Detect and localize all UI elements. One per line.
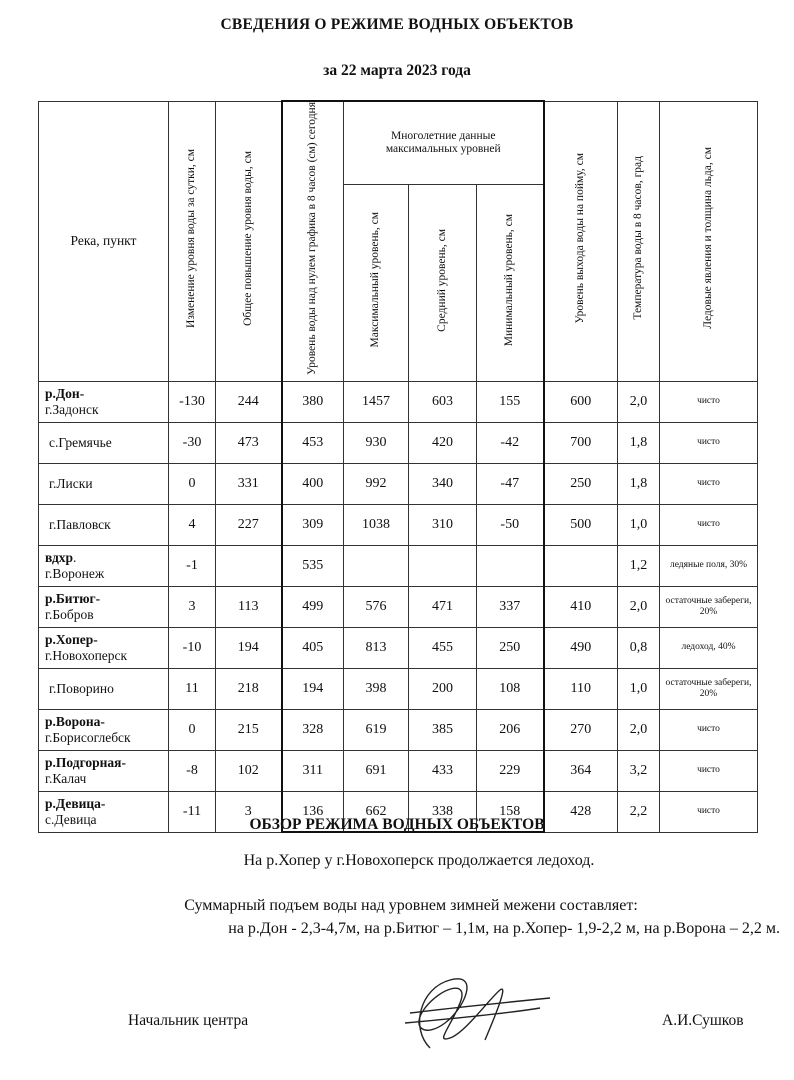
overview-paragraph-values: на р.Дон - 2,3-4,7м, на р.Битюг – 1,1м, на р.Хопер- 1,9-2,2 м, на р.Ворона – 2,2 м. — [228, 920, 780, 937]
temp-cell: 2,0 — [618, 709, 660, 750]
temp-cell: 3,2 — [618, 750, 660, 791]
ice-cell: ледяные поля, 30% — [660, 545, 758, 586]
temp-cell: 0,8 — [618, 627, 660, 668]
header-max: Максимальный уровень, см — [344, 184, 409, 381]
change-cell: -1 — [169, 545, 216, 586]
min-cell: 250 — [477, 627, 544, 668]
temp-cell: 1,8 — [618, 463, 660, 504]
point-name: с.Гремячье — [49, 435, 112, 451]
overview-paragraph-ice: На р.Хопер у г.Новохоперск продолжается ледоход. — [243, 852, 595, 869]
river-name: р.Ворона- — [45, 714, 105, 730]
signatory-position: Начальник центра — [128, 1012, 249, 1029]
ice-cell: чисто — [660, 791, 758, 832]
table-row — [39, 381, 758, 422]
change-cell: 0 — [169, 709, 216, 750]
change-cell: 11 — [169, 668, 216, 709]
header-min: Минимальный уровень, см — [477, 184, 544, 381]
table-row — [39, 422, 758, 463]
flood-cell — [544, 545, 618, 586]
point-name: г.Борисоглебск — [45, 729, 131, 745]
river-point-cell — [39, 668, 169, 709]
avg-cell: 455 — [409, 627, 477, 668]
change-cell: -11 — [169, 791, 216, 832]
header-avg: Средний уровень, см — [409, 184, 477, 381]
river-point-cell — [39, 750, 169, 791]
header-river: Река, пункт — [39, 101, 169, 381]
point-name: г.Новохоперск — [45, 647, 128, 663]
rise-cell: 102 — [216, 750, 282, 791]
ice-cell: чисто — [660, 422, 758, 463]
river-point-cell — [39, 422, 169, 463]
level-cell: 194 — [282, 668, 344, 709]
min-cell: -50 — [477, 504, 544, 545]
avg-cell: 433 — [409, 750, 477, 791]
ice-cell: чисто — [660, 750, 758, 791]
min-cell: -47 — [477, 463, 544, 504]
river-point-cell — [39, 545, 169, 586]
flood-cell: 410 — [544, 586, 618, 627]
min-cell: -42 — [477, 422, 544, 463]
table-row — [39, 586, 758, 627]
level-cell: 136 — [282, 791, 344, 832]
min-cell: 108 — [477, 668, 544, 709]
min-cell: 337 — [477, 586, 544, 627]
max-cell — [344, 545, 409, 586]
header-ice: Ледовые явления и толщина льда, см — [660, 101, 758, 381]
header-level: Уровень воды над нулем графика в 8 часов (см) сегодня — [282, 101, 344, 381]
ice-cell: чисто — [660, 709, 758, 750]
point-name: г.Поворино — [49, 681, 114, 697]
point-name: г.Бобров — [45, 606, 94, 622]
document-title: СВЕДЕНИЯ О РЕЖИМЕ ВОДНЫХ ОБЪЕКТОВ — [220, 16, 574, 33]
rise-cell: 244 — [216, 381, 282, 422]
river-point-cell — [39, 586, 169, 627]
avg-cell: 340 — [409, 463, 477, 504]
max-cell: 576 — [344, 586, 409, 627]
change-cell: -30 — [169, 422, 216, 463]
min-cell: 229 — [477, 750, 544, 791]
river-name: р.Дон- — [45, 386, 85, 402]
max-cell: 813 — [344, 627, 409, 668]
flood-cell: 364 — [544, 750, 618, 791]
river-point-cell — [39, 381, 169, 422]
header-change: Изменение уровня воды за сутки, см — [169, 101, 216, 381]
flood-cell: 250 — [544, 463, 618, 504]
ice-cell: чисто — [660, 504, 758, 545]
flood-cell: 490 — [544, 627, 618, 668]
level-cell: 309 — [282, 504, 344, 545]
point-name: г.Павловск — [49, 517, 111, 533]
level-cell: 453 — [282, 422, 344, 463]
river-name-suffix: . — [73, 550, 77, 566]
flood-cell: 700 — [544, 422, 618, 463]
change-cell: 4 — [169, 504, 216, 545]
table-row — [39, 709, 758, 750]
table-row — [39, 545, 758, 586]
avg-cell — [409, 545, 477, 586]
avg-cell: 338 — [409, 791, 477, 832]
flood-cell: 600 — [544, 381, 618, 422]
level-cell: 400 — [282, 463, 344, 504]
avg-cell: 385 — [409, 709, 477, 750]
river-name: р.Подгорная- — [45, 755, 126, 771]
temp-cell: 1,8 — [618, 422, 660, 463]
ice-cell: ледоход, 40% — [660, 627, 758, 668]
river-point-cell — [39, 504, 169, 545]
rise-cell: 215 — [216, 709, 282, 750]
point-name: г.Задонск — [45, 401, 99, 417]
temp-cell: 1,0 — [618, 504, 660, 545]
rise-cell: 227 — [216, 504, 282, 545]
max-cell: 662 — [344, 791, 409, 832]
flood-cell: 500 — [544, 504, 618, 545]
table-row — [39, 463, 758, 504]
signature — [390, 968, 560, 1058]
max-cell: 619 — [344, 709, 409, 750]
header-rise: Общее повышение уровня воды, см — [216, 101, 282, 381]
avg-cell: 603 — [409, 381, 477, 422]
flood-cell: 110 — [544, 668, 618, 709]
rise-cell — [216, 545, 282, 586]
change-cell: 0 — [169, 463, 216, 504]
rise-cell: 331 — [216, 463, 282, 504]
rise-cell: 473 — [216, 422, 282, 463]
document-date: за 22 марта 2023 года — [323, 62, 471, 79]
level-cell: 499 — [282, 586, 344, 627]
level-cell: 405 — [282, 627, 344, 668]
header-temp: Температура воды в 8 часов, град — [618, 101, 660, 381]
min-cell: 155 — [477, 381, 544, 422]
river-point-cell — [39, 627, 169, 668]
temp-cell: 2,0 — [618, 586, 660, 627]
header-longterm: Многолетние данные максимальных уровней — [344, 101, 544, 184]
river-name: р.Хопер- — [45, 632, 98, 648]
table-row — [39, 627, 758, 668]
max-cell: 1038 — [344, 504, 409, 545]
river-name: вдхр — [45, 550, 74, 566]
avg-cell: 200 — [409, 668, 477, 709]
level-cell: 328 — [282, 709, 344, 750]
avg-cell: 420 — [409, 422, 477, 463]
point-name: г.Лиски — [49, 476, 93, 492]
flood-cell: 270 — [544, 709, 618, 750]
ice-cell: остаточные забереги, 20% — [660, 586, 758, 627]
max-cell: 691 — [344, 750, 409, 791]
min-cell: 206 — [477, 709, 544, 750]
temp-cell: 1,2 — [618, 545, 660, 586]
overview-paragraph-rise: Суммарный подъем воды над уровнем зимней межени составляет: — [184, 897, 638, 914]
river-point-cell — [39, 463, 169, 504]
temp-cell: 1,0 — [618, 668, 660, 709]
level-cell: 311 — [282, 750, 344, 791]
ice-cell: чисто — [660, 381, 758, 422]
flood-cell: 428 — [544, 791, 618, 832]
change-cell: -130 — [169, 381, 216, 422]
change-cell: -8 — [169, 750, 216, 791]
table-row — [39, 504, 758, 545]
temp-cell: 2,2 — [618, 791, 660, 832]
max-cell: 398 — [344, 668, 409, 709]
temp-cell: 2,0 — [618, 381, 660, 422]
rise-cell: 218 — [216, 668, 282, 709]
ice-cell: чисто — [660, 463, 758, 504]
min-cell — [477, 545, 544, 586]
change-cell: 3 — [169, 586, 216, 627]
min-cell: 158 — [477, 791, 544, 832]
point-name: г.Воронеж — [45, 565, 105, 581]
river-name: р.Девица- — [45, 796, 106, 812]
river-name: р.Битюг- — [45, 591, 101, 607]
avg-cell: 310 — [409, 504, 477, 545]
rise-cell: 113 — [216, 586, 282, 627]
table-row — [39, 750, 758, 791]
point-name: с.Девица — [45, 811, 97, 827]
overview-title: ОБЗОР РЕЖИМА ВОДНЫХ ОБЪЕКТОВ — [249, 816, 545, 833]
table-row — [39, 668, 758, 709]
max-cell: 930 — [344, 422, 409, 463]
max-cell: 1457 — [344, 381, 409, 422]
level-cell: 380 — [282, 381, 344, 422]
header-flood: Уровень выхода воды на пойму, см — [544, 101, 618, 381]
change-cell: -10 — [169, 627, 216, 668]
avg-cell: 471 — [409, 586, 477, 627]
water-regime-table — [38, 100, 758, 833]
rise-cell: 3 — [216, 791, 282, 832]
ice-cell: остаточные забереги, 20% — [660, 668, 758, 709]
level-cell: 535 — [282, 545, 344, 586]
signatory-name: А.И.Сушков — [662, 1012, 744, 1029]
max-cell: 992 — [344, 463, 409, 504]
rise-cell: 194 — [216, 627, 282, 668]
river-point-cell — [39, 709, 169, 750]
point-name: г.Калач — [45, 770, 87, 786]
